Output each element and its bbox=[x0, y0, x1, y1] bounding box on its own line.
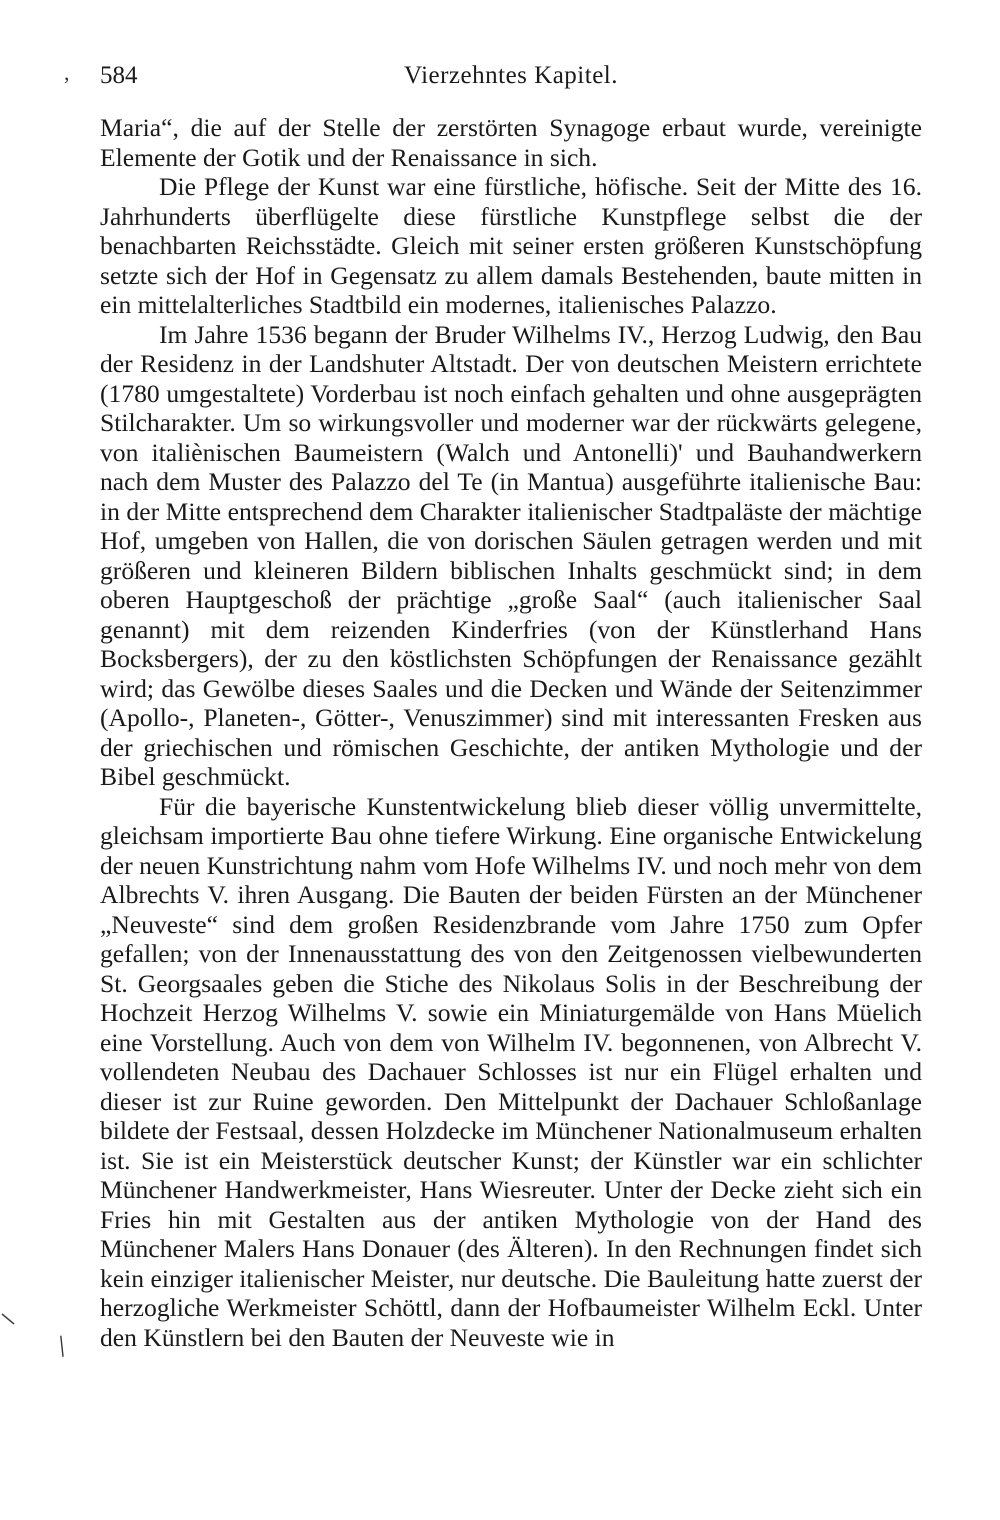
body-text bbox=[100, 113, 922, 1352]
page-header bbox=[100, 62, 922, 102]
paragraph-continuation: Maria“, die auf der Stelle der zerstörten Synagoge erbaut wurde, vereinigte Elemente der Gotik und der Renaissance in sich. bbox=[100, 113, 922, 172]
margin-mark-comma: , bbox=[64, 60, 70, 85]
page-number: 584 bbox=[100, 62, 138, 89]
paragraph-kunstentwickelung: Für die bayerische Kunstentwickelung blieb dieser völlig unvermittelte, gleichsam importierte Bau ohne tiefere Wirkung. Eine organische Entwickelung der neuen Kunstrichtung nahm vom Hofe Wilhelms IV. und noch mehr von dem Albrechts V. ihren Ausgang. Die Bauten der beiden Fürsten an der Münchener „Neuveste“ sind dem großen Residenzbrande vom Jahre 1750 zum Opfer gefallen; von der Innenausstattung des von den Zeitgenossen vielbewunderten St. Georgsaales geben die Stiche des Nikolaus Solis in der Beschreibung der Hochzeit Herzog Wilhelms V. sowie ein Miniaturgemälde von Hans Müelich eine Vorstellung. Auch von dem von Wilhelm IV. begonnenen, von Albrecht V. vollendeten Neubau des Dachauer Schlosses ist nur ein Flügel erhalten und dieser ist zur Ruine geworden. Den Mittelpunkt der Dachauer Schloßanlage bildete der Festsaal, dessen Holzdecke im Münchener Nationalmuseum erhalten ist. Sie ist ein Meisterstück deutscher Kunst; der Künstler war ein schlichter Münchener Handwerkmeister, Hans Wiesreuter. Unter der Decke zieht sich ein Fries hin mit Gestalten aus der antiken Mythologie von der Hand des Münchener Malers Hans Donauer (des Älteren). In den Rechnungen findet sich kein einziger italienischer Meister, nur deutsche. Die Bauleitung hatte zuerst der herzogliche Werkmeister Schöttl, dann der Hofbaumeister Wilhelm Eckl. Unter den Künstlern bei den Bauten der Neuveste wie in bbox=[100, 791, 922, 1352]
margin-pencil-stroke-icon bbox=[0, 1310, 28, 1340]
running-head: Vierzehntes Kapitel. bbox=[404, 62, 618, 89]
paragraph-residenz-landshut: Im Jahre 1536 begann der Bruder Wilhelms IV., Herzog Ludwig, den Bau der Residenz in der Landshuter Altstadt. Der von deutschen Meistern errichtete (1780 umgestaltete) Vorderbau ist noch einfach gehalten und ohne ausgeprägten Stilcharakter. Um so wirkungsvoller und moderner war der rückwärts gelegene, von italiènischen Baumeistern (Walch und Antonelli)' und Bauhandwerkern nach dem Muster des Palazzo del Te (in Mantua) ausgeführte italienische Bau: in der Mitte entsprechend dem Charakter italienischer Stadtpaläste der mächtige Hof, umgeben von Hallen, die von dorischen Säulen getragen werden und mit größeren und kleineren Bildern biblischen Inhalts geschmückt sind; in dem oberen Hauptgeschoß der prächtige „große Saal“ (auch italienischer Saal genannt) mit dem reizenden Kinderfries (von der Künstlerhand Hans Bocksbergers), der zu den köstlichsten Schöpfungen der Renaissance gezählt wird; das Gewölbe dieses Saales und die Decken und Wände der Seitenzimmer (Apollo-, Planeten-, Götter-, Venuszimmer) sind mit interessanten Fresken aus der griechischen und römischen Geschichte, der antiken Mythologie und der Bibel geschmückt. bbox=[100, 319, 922, 791]
paragraph-kunstpflege: Die Pflege der Kunst war eine fürstliche, höfische. Seit der Mitte des 16. Jahrhunderts überflügelte diese fürstliche Kunstpflege selbst die der benachbarten Reichsstädte. Gleich mit seiner ersten größeren Kunstschöpfung setzte sich der Hof in Gegensatz zu allem damals Bestehenden, baute mitten in ein mittelalterliches Stadtbild ein modernes, italienisches Palazzo. bbox=[100, 172, 922, 319]
margin-mark-tick: / bbox=[51, 1329, 73, 1364]
